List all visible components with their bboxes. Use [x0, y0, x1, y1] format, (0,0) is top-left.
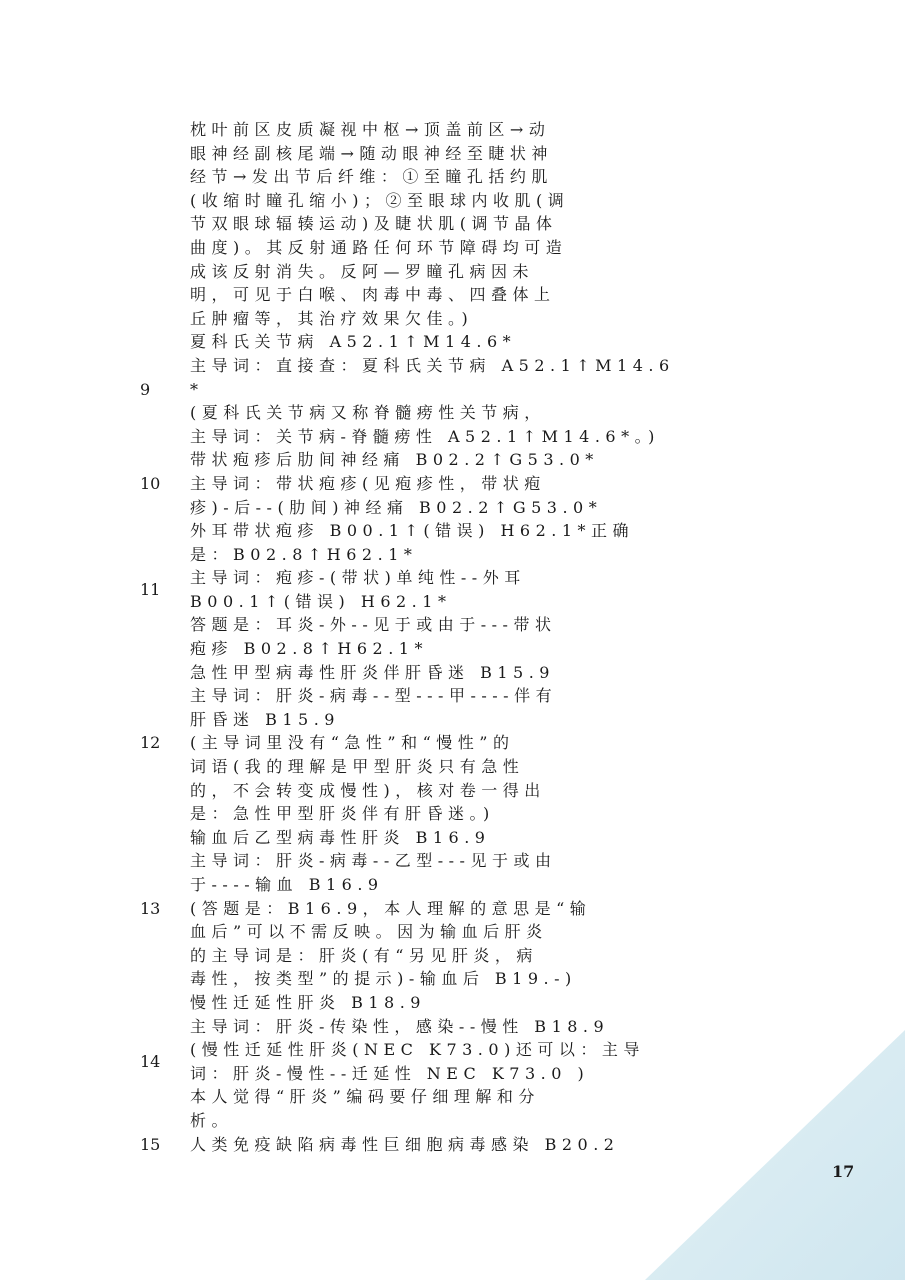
entry-number: 9 — [140, 379, 151, 399]
text-line: * — [190, 379, 204, 399]
entry-13 — [140, 826, 780, 991]
entry-number: 13 — [140, 898, 161, 918]
text-line: 血后”可以不需反映。因为输血后肝炎 — [190, 922, 548, 942]
text-line: 毒性，按类型”的提示)-输血后 B19.-) — [190, 969, 577, 989]
text-line: 人类免疫缺陷病毒性巨细胞病毒感染 B20.2 — [190, 1134, 620, 1154]
text-line: 节双眼球辐辏运动)及睫状肌(调节晶体 — [190, 214, 558, 234]
text-line: 眼神经副核尾端→随动眼神经至睫状神 — [190, 143, 553, 163]
text-line: 主导词：肝炎-病毒--乙型---见于或由 — [190, 851, 557, 871]
text-line: (夏科氏关节病又称脊髓痨性关节病， — [190, 403, 546, 423]
text-line: 成该反射消失。反阿—罗瞳孔病因未 — [190, 261, 535, 281]
text-line: 疹)-后--(肋间)神经痛 B02.2↑G53.0* — [190, 497, 603, 517]
text-line: (主导词里没有“急性”和“慢性”的 — [190, 733, 515, 753]
entry-10 — [140, 448, 780, 519]
entry-number: 12 — [140, 733, 161, 753]
text-line: 主导词：疱疹-(带状)单纯性--外耳 — [190, 568, 526, 588]
entry-12 — [140, 661, 780, 826]
text-line: 主导词：肝炎-病毒--型---甲----伴有 — [190, 686, 558, 706]
text-line: 于----输血 B16.9 — [190, 875, 384, 894]
text-line: 词语(我的理解是甲型肝炎只有急性 — [190, 757, 525, 777]
text-line: 输血后乙型病毒性肝炎 B16.9 — [190, 827, 491, 847]
text-line: 的主导词是：肝炎(有“另见肝炎，病 — [190, 945, 538, 965]
text-line: 明，可见于白喉、肉毒中毒、四叠体上 — [190, 285, 556, 305]
entry-14 — [140, 991, 780, 1133]
entry-number: 10 — [140, 473, 161, 493]
entry-9 — [140, 330, 780, 448]
entry-number: 11 — [140, 580, 161, 600]
text-line: 主导词：直接查：夏科氏关节病 A52.1↑M14.6 — [190, 355, 675, 375]
text-line: 慢性迁延性肝炎 B18.9 — [190, 992, 426, 1012]
entry-number: 15 — [140, 1134, 161, 1154]
entry-15 — [140, 1133, 780, 1157]
text-line: 是：B02.8↑H62.1* — [190, 544, 418, 564]
text-line: 疱疹 B02.8↑H62.1* — [190, 639, 428, 659]
text-line: 析。 — [190, 1110, 234, 1130]
text-line: 肝昏迷 B15.9 — [190, 709, 340, 729]
text-line: 急性甲型病毒性肝炎伴肝昏迷 B15.9 — [190, 662, 555, 682]
entry-11 — [140, 519, 780, 661]
text-line: (收缩时瞳孔缩小)；②至眼球内收肌(调 — [190, 190, 570, 210]
text-line: (答题是：B16.9，本人理解的意思是“输 — [190, 898, 592, 918]
text-line: 本人觉得“肝炎”编码要仔细理解和分 — [190, 1087, 540, 1107]
entry-number: 14 — [140, 1051, 161, 1071]
text-line: 枕叶前区皮质凝视中枢→顶盖前区→动 — [190, 120, 551, 139]
text-line: 主导词：带状疱疹(见疱疹性，带状疱 — [190, 473, 546, 493]
page-body — [140, 118, 780, 1156]
text-line: (慢性迁延性肝炎(NEC K73.0)还可以：主导 — [190, 1040, 645, 1060]
text-line: 带状疱疹后肋间神经痛 B02.2↑G53.0* — [190, 450, 599, 470]
text-line: 经节→发出节后纤维：①至瞳孔括约肌 — [190, 167, 553, 187]
text-line: B00.1↑(错误) H62.1* — [190, 591, 452, 611]
entry-intro — [140, 118, 780, 330]
page-number: 17 — [832, 1162, 855, 1181]
text-line: 曲度)。其反射通路任何环节障碍均可造 — [190, 237, 568, 257]
text-line: 答题是：耳炎-外--见于或由于---带状 — [190, 615, 557, 635]
text-line: 外耳带状疱疹 B00.1↑(错误) H62.1*正确 — [190, 521, 635, 541]
text-line: 是：急性甲型肝炎伴有肝昏迷。) — [190, 804, 495, 824]
text-line: 词：肝炎-慢性--迁延性 NEC K73.0 ) — [190, 1063, 590, 1083]
text-line: 丘肿瘤等，其治疗效果欠佳。) — [190, 308, 474, 328]
text-line: 的，不会转变成慢性)，核对卷一得出 — [190, 780, 546, 800]
text-line: 夏科氏关节病 A52.1↑M14.6* — [190, 332, 517, 352]
text-line: 主导词：肝炎-传染性，感染--慢性 B18.9 — [190, 1016, 610, 1036]
text-line: 主导词：关节病-脊髓痨性 A52.1↑M14.6*。) — [190, 426, 660, 446]
